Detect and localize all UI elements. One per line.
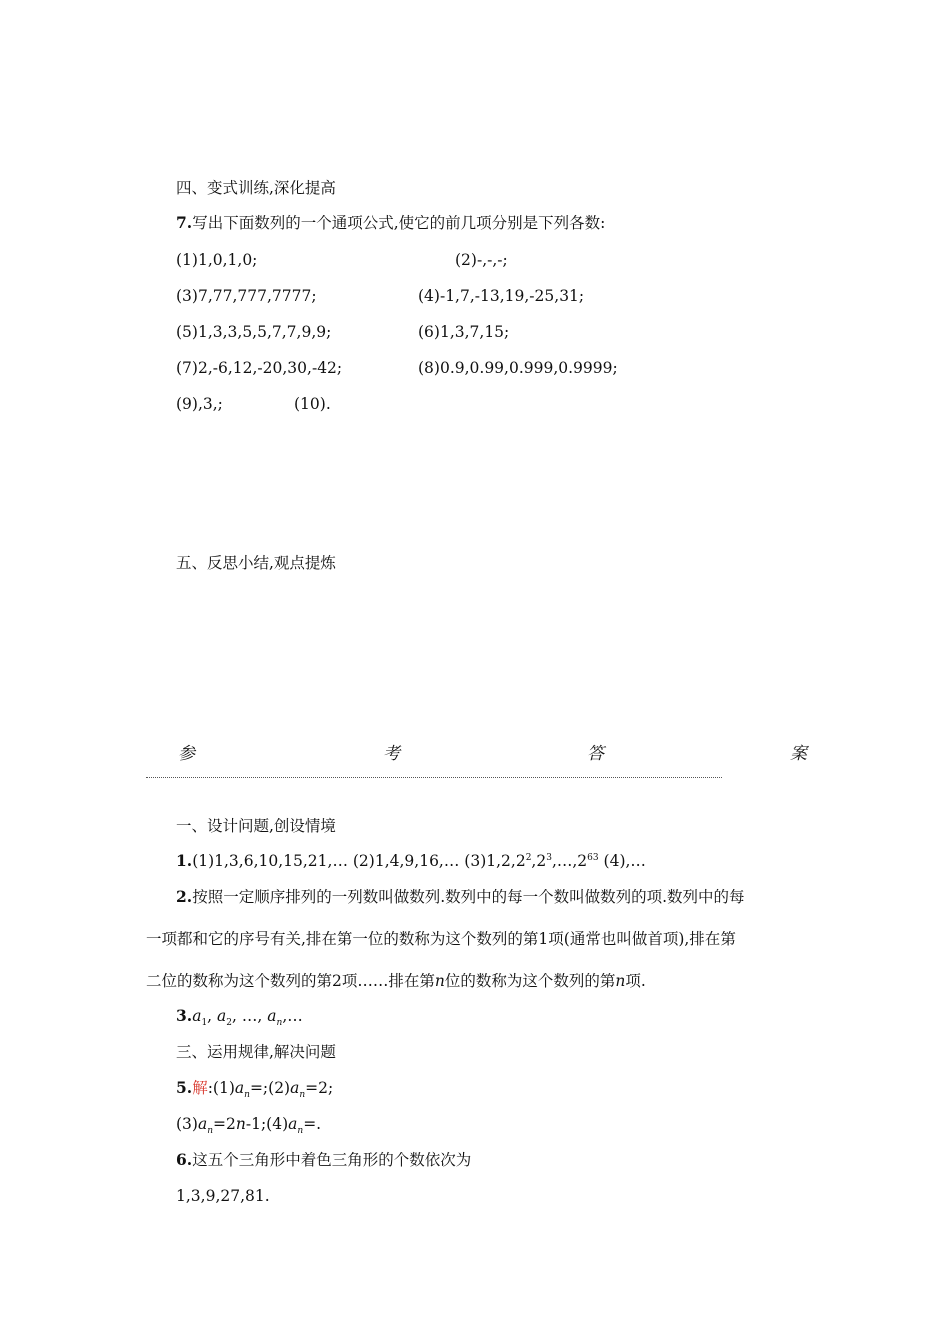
subscript: 2 xyxy=(226,1018,233,1029)
answer-5-line-1 xyxy=(176,1078,334,1101)
answer-number: 3. xyxy=(176,1006,193,1025)
item-7: (7)2,-6,12,-20,30,-42; xyxy=(176,359,343,377)
item-5: (5)1,3,3,5,5,7,7,9,9; xyxy=(176,323,332,341)
answer-text: =2 xyxy=(213,1115,236,1133)
variable-a: a xyxy=(288,1115,298,1133)
answer-text: =. xyxy=(303,1115,322,1133)
item-10: (10). xyxy=(294,395,331,413)
answers-heading-char: 答 xyxy=(587,744,604,764)
item-9: (9),3,; xyxy=(176,395,223,413)
ellipsis: ,… xyxy=(282,1007,303,1025)
answer-1 xyxy=(176,851,646,871)
subscript: n xyxy=(299,1090,306,1101)
answer-2-line-2: 一项都和它的序号有关,排在第一位的数称为这个数列的第1项(通常也叫做首项),排在第 xyxy=(146,930,736,948)
section-heading-4: 四、变式训练,深化提高 xyxy=(176,179,336,197)
answer-6-line-1 xyxy=(176,1150,471,1170)
variable-a: a xyxy=(217,1007,227,1025)
answer-text: =;(2) xyxy=(249,1079,291,1097)
answer-text: -1;(4) xyxy=(245,1115,289,1133)
answer-number: 1. xyxy=(176,851,193,870)
subscript: n xyxy=(276,1018,283,1029)
variable-a: a xyxy=(290,1079,300,1097)
question-text: 写出下面数列的一个通项公式,使它的前几项分别是下列各数: xyxy=(192,214,606,232)
item-1: (1)1,0,1,0; xyxy=(176,251,258,269)
answer-text: (1)1,3,6,10,15,21,… (2)1,4,9,16,… (3)1,2,2 xyxy=(192,852,526,870)
answer-2-line-3 xyxy=(146,971,646,991)
answer-text: =2; xyxy=(305,1079,334,1097)
answer-text: 项. xyxy=(625,972,646,990)
separator: , xyxy=(232,1007,237,1025)
item-3: (3)7,77,777,7777; xyxy=(176,287,317,305)
answer-6-line-2: 1,3,9,27,81. xyxy=(176,1187,270,1205)
variable-a: a xyxy=(267,1007,277,1025)
variable-n: n xyxy=(235,1115,246,1133)
dotted-divider xyxy=(146,777,722,778)
variable-n: n xyxy=(434,972,445,990)
answer-text: (3) xyxy=(176,1115,198,1133)
superscript: 3 xyxy=(546,852,552,863)
answers-heading-char: 案 xyxy=(790,744,807,764)
subscript: n xyxy=(297,1126,304,1137)
answer-2-line-1 xyxy=(176,887,745,907)
separator: , xyxy=(207,1007,213,1025)
variable-a: a xyxy=(192,1007,202,1025)
answer-3 xyxy=(176,1006,303,1029)
answer-text: ,2 xyxy=(531,852,547,870)
answer-text: 二位的数称为这个数列的第2项……排在第 xyxy=(146,972,435,990)
question-7 xyxy=(176,213,605,233)
answer-text: (4),… xyxy=(598,852,646,870)
subscript: 1 xyxy=(201,1018,208,1029)
variable-a: a xyxy=(234,1079,245,1097)
answer-number: 2. xyxy=(176,887,193,906)
variable-n: n xyxy=(615,972,626,990)
variable-a: a xyxy=(197,1115,208,1133)
subscript: n xyxy=(244,1090,250,1101)
solution-label: 解 xyxy=(192,1079,208,1097)
superscript: 2 xyxy=(525,852,532,863)
subscript: n xyxy=(207,1126,214,1137)
answer-text: ,…,2 xyxy=(551,852,588,870)
section-heading-5: 五、反思小结,观点提炼 xyxy=(176,554,336,572)
answer-number: 6. xyxy=(176,1150,193,1169)
answer-text: 这五个三角形中着色三角形的个数依次为 xyxy=(192,1151,472,1169)
answers-heading-char: 考 xyxy=(383,744,400,764)
answer-text: 按照一定顺序排列的一列数叫做数列.数列中的每一个数叫做数列的项.数列中的每 xyxy=(192,888,745,906)
answer-text: :(1) xyxy=(207,1079,235,1097)
item-4: (4)-1,7,-13,19,-25,31; xyxy=(418,287,585,305)
answer-number: 5. xyxy=(176,1078,193,1097)
answers-heading-char: 参 xyxy=(178,744,195,764)
item-8: (8)0.9,0.99,0.999,0.9999; xyxy=(418,359,618,377)
ellipsis: …, xyxy=(241,1007,263,1025)
question-number: 7. xyxy=(176,213,193,232)
answers-section-3-heading: 三、运用规律,解决问题 xyxy=(176,1043,336,1061)
answer-5-line-2 xyxy=(176,1114,322,1137)
superscript: 63 xyxy=(587,852,599,863)
item-2: (2)-,-,-; xyxy=(455,251,508,269)
answer-text: 位的数称为这个数列的第 xyxy=(444,972,616,990)
item-6: (6)1,3,7,15; xyxy=(418,323,510,341)
answers-section-1-heading: 一、设计问题,创设情境 xyxy=(176,817,336,835)
